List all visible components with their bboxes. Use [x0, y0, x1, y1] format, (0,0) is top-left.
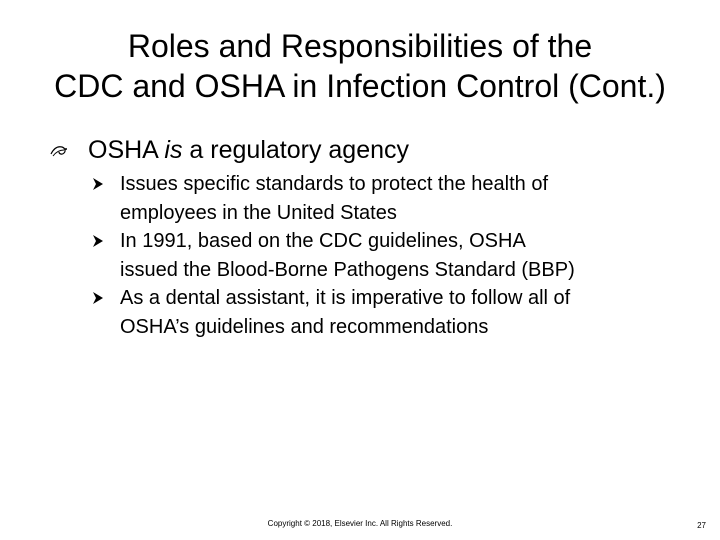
main-bullet-text	[88, 134, 409, 166]
sub-bullet-line: Issues specific standards to protect the health of	[120, 173, 549, 195]
sub-bullet-line: In 1991, based on the CDC guidelines, OSHA	[120, 230, 526, 252]
slide-title-line-2: CDC and OSHA in Infection Control (Cont.)	[54, 68, 666, 104]
sub-bullet-item	[92, 284, 692, 341]
sub-bullet-line: issued the Blood-Borne Pathogens Standard (BBP)	[120, 258, 575, 281]
slide-title-line-1: Roles and Responsibilities of the	[127, 28, 593, 64]
ornate-bullet-icon	[50, 144, 68, 158]
sub-bullet-line: employees in the United States	[120, 201, 397, 224]
arrow-bullet-icon	[92, 177, 104, 191]
sub-bullet-item	[92, 170, 692, 227]
sub-bullet-list	[92, 170, 692, 341]
arrow-bullet-icon	[92, 234, 104, 248]
main-bullet-prefix: OSHA	[88, 136, 165, 164]
sub-bullet-item	[92, 227, 692, 284]
sub-bullet-line: OSHA’s guidelines and recommendations	[120, 315, 489, 338]
slide-title	[0, 26, 720, 106]
footer-copyright: Copyright © 2018, Elsevier Inc. All Rights Reserved.	[267, 519, 453, 528]
arrow-bullet-icon	[92, 291, 104, 305]
page-number: 27	[697, 521, 706, 530]
main-bullet-emphasis: is	[164, 136, 183, 164]
main-bullet-suffix: a regulatory agency	[182, 136, 410, 164]
sub-bullet-line: As a dental assistant, it is imperative to follow all of	[120, 287, 571, 309]
